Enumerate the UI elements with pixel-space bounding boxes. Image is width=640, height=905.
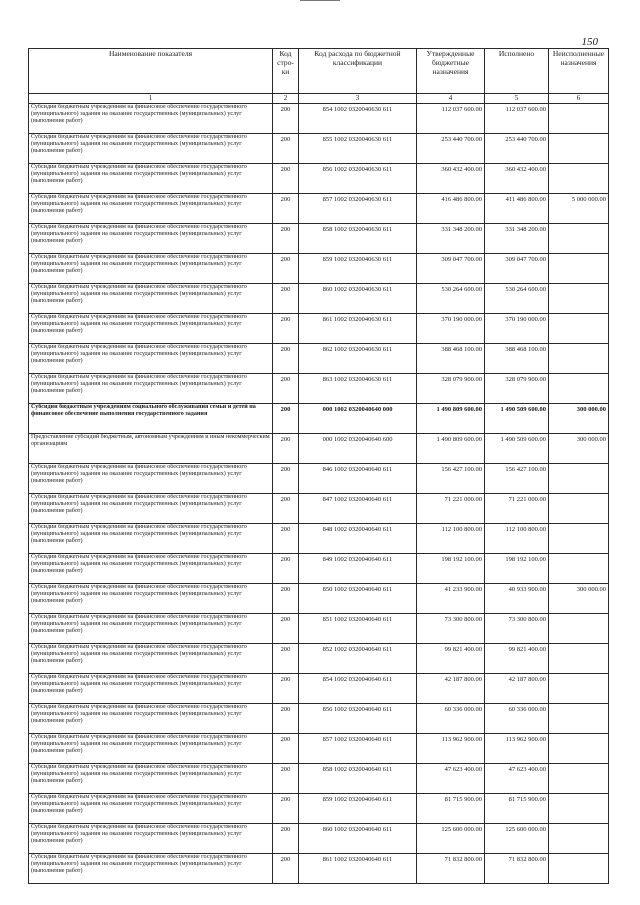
row-approved: 112 100 800.00 — [417, 524, 485, 554]
table-row — [29, 764, 609, 794]
row-executed: 198 192 100.00 — [485, 554, 549, 584]
row-executed: 388 468 100.00 — [485, 344, 549, 374]
row-approved: 416 486 800.00 — [417, 194, 485, 224]
row-approved: 1 490 809 600.00 — [417, 404, 485, 434]
row-approved: 81 715 900.00 — [417, 794, 485, 824]
row-name: Субсидии бюджетным учреждениям на финансовое обеспечение государственного (муниципального) задания на оказание государственных (муниципальных) услуг (выполнение работ) — [29, 734, 273, 764]
row-classification: 861 1002 0320040630 611 — [299, 314, 417, 344]
row-name: Субсидии бюджетным учреждениям на финансовое обеспечение государственного (муниципального) задания на оказание государственных (муниципальных) услуг (выполнение работ) — [29, 224, 273, 254]
table-header — [29, 49, 609, 104]
row-classification: 000 1002 0320040640 600 — [299, 434, 417, 464]
row-name: Субсидии бюджетным учреждениям на финансовое обеспечение государственного (муниципального) задания на оказание государственных (муниципальных) услуг (выполнение работ) — [29, 824, 273, 854]
row-line-code: 200 — [273, 794, 299, 824]
column-number: 3 — [299, 94, 417, 104]
column-number: 4 — [417, 94, 485, 104]
row-unexecuted — [549, 644, 609, 674]
row-name: Субсидии бюджетным учреждениям на финансовое обеспечение государственного (муниципального) задания на оказание государственных (муниципальных) услуг (выполнение работ) — [29, 704, 273, 734]
row-unexecuted — [549, 464, 609, 494]
row-unexecuted — [549, 734, 609, 764]
row-line-code: 200 — [273, 614, 299, 644]
row-executed: 1 490 509 600.00 — [485, 404, 549, 434]
row-unexecuted — [549, 344, 609, 374]
row-executed: 309 047 700.00 — [485, 254, 549, 284]
row-executed: 253 440 700.00 — [485, 134, 549, 164]
row-approved: 99 821 400.00 — [417, 644, 485, 674]
row-approved: 73 300 800.00 — [417, 614, 485, 644]
table-row — [29, 194, 609, 224]
row-classification: 857 1002 0320040630 611 — [299, 194, 417, 224]
top-edge-mark — [300, 0, 340, 1]
row-approved: 71 221 000.00 — [417, 494, 485, 524]
table-row — [29, 284, 609, 314]
row-name: Субсидии бюджетным учреждениям на финансовое обеспечение государственного (муниципального) задания на оказание государственных (муниципальных) услуг (выполнение работ) — [29, 194, 273, 224]
row-name: Субсидии бюджетным учреждениям на финансовое обеспечение государственного (муниципального) задания на оказание государственных (муниципальных) услуг (выполнение работ) — [29, 254, 273, 284]
row-approved: 388 468 100.00 — [417, 344, 485, 374]
row-unexecuted — [549, 614, 609, 644]
row-classification: 862 1002 0320040630 611 — [299, 344, 417, 374]
table-body — [29, 104, 609, 884]
row-classification: 857 1002 0320040640 611 — [299, 734, 417, 764]
row-unexecuted — [549, 134, 609, 164]
table-row — [29, 404, 609, 434]
row-executed: 40 933 900.00 — [485, 584, 549, 614]
row-name: Субсидии бюджетным учреждениям социального обслуживания семьи и детей на финансовое обеспечение выполнения государственного задания — [29, 404, 273, 434]
table-row — [29, 824, 609, 854]
row-executed: 125 600 000.00 — [485, 824, 549, 854]
row-executed: 331 348 200.00 — [485, 224, 549, 254]
row-line-code: 200 — [273, 674, 299, 704]
row-executed: 47 623 400.00 — [485, 764, 549, 794]
row-line-code: 200 — [273, 524, 299, 554]
row-classification: 000 1002 0320040640 000 — [299, 404, 417, 434]
row-name: Предоставление субсидий бюджетным, автономным учреждениям и иным некоммерческим организациям — [29, 434, 273, 464]
row-line-code: 200 — [273, 254, 299, 284]
column-number: 1 — [29, 94, 273, 104]
header-approved: Утвержденные бюджетные назначения — [417, 49, 485, 94]
table-row — [29, 734, 609, 764]
row-name: Субсидии бюджетным учреждениям на финансовое обеспечение государственного (муниципального) задания на оказание государственных (муниципальных) услуг (выполнение работ) — [29, 464, 273, 494]
row-unexecuted — [549, 224, 609, 254]
row-line-code: 200 — [273, 284, 299, 314]
row-classification: 863 1002 0320040630 611 — [299, 374, 417, 404]
row-line-code: 200 — [273, 824, 299, 854]
row-unexecuted — [549, 374, 609, 404]
row-approved: 198 192 100.00 — [417, 554, 485, 584]
row-line-code: 200 — [273, 224, 299, 254]
row-name: Субсидии бюджетным учреждениям на финансовое обеспечение государственного (муниципального) задания на оказание государственных (муниципальных) услуг (выполнение работ) — [29, 584, 273, 614]
row-unexecuted — [549, 554, 609, 584]
table-row — [29, 224, 609, 254]
table-row — [29, 494, 609, 524]
row-name: Субсидии бюджетным учреждениям на финансовое обеспечение государственного (муниципального) задания на оказание государственных (муниципальных) услуг (выполнение работ) — [29, 344, 273, 374]
row-line-code: 200 — [273, 584, 299, 614]
row-classification: 861 1002 0320040640 611 — [299, 854, 417, 884]
row-unexecuted — [549, 314, 609, 344]
row-classification: 850 1002 0320040640 611 — [299, 584, 417, 614]
row-name: Субсидии бюджетным учреждениям на финансовое обеспечение государственного (муниципального) задания на оказание государственных (муниципальных) услуг (выполнение работ) — [29, 134, 273, 164]
row-name: Субсидии бюджетным учреждениям на финансовое обеспечение государственного (муниципального) задания на оказание государственных (муниципальных) услуг (выполнение работ) — [29, 764, 273, 794]
row-classification: 854 1002 0320040630 611 — [299, 104, 417, 134]
row-executed: 156 427 100.00 — [485, 464, 549, 494]
row-unexecuted: 300 000.00 — [549, 584, 609, 614]
table-row — [29, 674, 609, 704]
row-line-code: 200 — [273, 704, 299, 734]
table-row — [29, 314, 609, 344]
row-name: Субсидии бюджетным учреждениям на финансовое обеспечение государственного (муниципального) задания на оказание государственных (муниципальных) услуг (выполнение работ) — [29, 614, 273, 644]
row-approved: 60 336 000.00 — [417, 704, 485, 734]
budget-execution-table — [28, 48, 609, 884]
row-executed: 530 264 600.00 — [485, 284, 549, 314]
row-name: Субсидии бюджетным учреждениям на финансовое обеспечение государственного (муниципального) задания на оказание государственных (муниципальных) услуг (выполнение работ) — [29, 524, 273, 554]
row-executed: 81 715 900.00 — [485, 794, 549, 824]
row-executed: 99 821 400.00 — [485, 644, 549, 674]
row-executed: 60 336 000.00 — [485, 704, 549, 734]
row-approved: 156 427 100.00 — [417, 464, 485, 494]
row-name: Субсидии бюджетным учреждениям на финансовое обеспечение государственного (муниципального) задания на оказание государственных (муниципальных) услуг (выполнение работ) — [29, 554, 273, 584]
row-executed: 42 187 800.00 — [485, 674, 549, 704]
row-approved: 112 037 600.00 — [417, 104, 485, 134]
row-classification: 854 1002 0320040640 611 — [299, 674, 417, 704]
row-approved: 530 264 600.00 — [417, 284, 485, 314]
row-line-code: 200 — [273, 734, 299, 764]
row-line-code: 200 — [273, 404, 299, 434]
row-line-code: 200 — [273, 554, 299, 584]
header-executed: Исполнено — [485, 49, 549, 94]
row-unexecuted — [549, 704, 609, 734]
row-executed: 112 037 600.00 — [485, 104, 549, 134]
row-line-code: 200 — [273, 764, 299, 794]
row-classification: 855 1002 0320040630 611 — [299, 134, 417, 164]
row-approved: 1 490 809 600.00 — [417, 434, 485, 464]
row-name: Субсидии бюджетным учреждениям на финансовое обеспечение государственного (муниципального) задания на оказание государственных (муниципальных) услуг (выполнение работ) — [29, 164, 273, 194]
row-classification: 856 1002 0320040630 611 — [299, 164, 417, 194]
row-line-code: 200 — [273, 494, 299, 524]
row-executed: 328 079 900.00 — [485, 374, 549, 404]
table-row — [29, 104, 609, 134]
row-approved: 360 432 400.00 — [417, 164, 485, 194]
row-executed: 73 300 800.00 — [485, 614, 549, 644]
row-classification: 859 1002 0320040630 611 — [299, 254, 417, 284]
row-name: Субсидии бюджетным учреждениям на финансовое обеспечение государственного (муниципального) задания на оказание государственных (муниципальных) услуг (выполнение работ) — [29, 674, 273, 704]
header-expense-code: Код расхода по бюджетной классификации — [299, 49, 417, 94]
table-row — [29, 344, 609, 374]
row-approved: 309 047 700.00 — [417, 254, 485, 284]
row-line-code: 200 — [273, 134, 299, 164]
row-line-code: 200 — [273, 854, 299, 884]
row-unexecuted — [549, 494, 609, 524]
row-line-code: 200 — [273, 194, 299, 224]
row-classification: 858 1002 0320040640 611 — [299, 764, 417, 794]
row-unexecuted — [549, 284, 609, 314]
table-row — [29, 554, 609, 584]
column-number: 5 — [485, 94, 549, 104]
table-row — [29, 524, 609, 554]
row-executed: 370 190 000.00 — [485, 314, 549, 344]
row-name: Субсидии бюджетным учреждениям на финансовое обеспечение государственного (муниципального) задания на оказание государственных (муниципальных) услуг (выполнение работ) — [29, 794, 273, 824]
row-unexecuted — [549, 524, 609, 554]
row-classification: 860 1002 0320040640 611 — [299, 824, 417, 854]
row-classification: 848 1002 0320040640 611 — [299, 524, 417, 554]
row-line-code: 200 — [273, 644, 299, 674]
table-row — [29, 584, 609, 614]
table-row — [29, 704, 609, 734]
row-executed: 71 221 000.00 — [485, 494, 549, 524]
table-row — [29, 164, 609, 194]
row-name: Субсидии бюджетным учреждениям на финансовое обеспечение государственного (муниципального) задания на оказание государственных (муниципальных) услуг (выполнение работ) — [29, 284, 273, 314]
row-line-code: 200 — [273, 374, 299, 404]
row-classification: 851 1002 0320040640 611 — [299, 614, 417, 644]
row-executed: 71 832 800.00 — [485, 854, 549, 884]
row-name: Субсидии бюджетным учреждениям на финансовое обеспечение государственного (муниципального) задания на оказание государственных (муниципальных) услуг (выполнение работ) — [29, 374, 273, 404]
row-classification: 847 1002 0320040640 611 — [299, 494, 417, 524]
row-classification: 859 1002 0320040640 611 — [299, 794, 417, 824]
row-unexecuted — [549, 794, 609, 824]
row-approved: 42 187 800.00 — [417, 674, 485, 704]
table-row — [29, 134, 609, 164]
row-unexecuted — [549, 824, 609, 854]
row-line-code: 200 — [273, 344, 299, 374]
row-name: Субсидии бюджетным учреждениям на финансовое обеспечение государственного (муниципального) задания на оказание государственных (муниципальных) услуг (выполнение работ) — [29, 854, 273, 884]
row-name: Субсидии бюджетным учреждениям на финансовое обеспечение государственного (муниципального) задания на оказание государственных (муниципальных) услуг (выполнение работ) — [29, 644, 273, 674]
row-approved: 125 600 000.00 — [417, 824, 485, 854]
row-classification: 858 1002 0320040630 611 — [299, 224, 417, 254]
row-approved: 328 079 900.00 — [417, 374, 485, 404]
table-row — [29, 374, 609, 404]
row-unexecuted: 5 000 000.00 — [549, 194, 609, 224]
row-line-code: 200 — [273, 314, 299, 344]
row-unexecuted — [549, 164, 609, 194]
row-name: Субсидии бюджетным учреждениям на финансовое обеспечение государственного (муниципального) задания на оказание государственных (муниципальных) услуг (выполнение работ) — [29, 314, 273, 344]
row-classification: 849 1002 0320040640 611 — [299, 554, 417, 584]
row-name: Субсидии бюджетным учреждениям на финансовое обеспечение государственного (муниципального) задания на оказание государственных (муниципальных) услуг (выполнение работ) — [29, 104, 273, 134]
row-executed: 113 962 900.00 — [485, 734, 549, 764]
column-number-row — [29, 94, 609, 104]
row-classification: 846 1002 0320040640 611 — [299, 464, 417, 494]
row-unexecuted — [549, 104, 609, 134]
row-approved: 253 440 700.00 — [417, 134, 485, 164]
row-executed: 112 100 800.00 — [485, 524, 549, 554]
table-row — [29, 464, 609, 494]
row-approved: 41 233 900.00 — [417, 584, 485, 614]
row-line-code: 200 — [273, 464, 299, 494]
table-row — [29, 434, 609, 464]
row-unexecuted: 300 000.00 — [549, 434, 609, 464]
page-number: 150 — [581, 36, 598, 48]
row-line-code: 200 — [273, 104, 299, 134]
row-line-code: 200 — [273, 434, 299, 464]
row-approved: 331 348 200.00 — [417, 224, 485, 254]
row-executed: 360 432 400.00 — [485, 164, 549, 194]
column-number: 6 — [549, 94, 609, 104]
row-approved: 370 190 000.00 — [417, 314, 485, 344]
row-unexecuted — [549, 854, 609, 884]
row-executed: 1 490 509 600.00 — [485, 434, 549, 464]
row-approved: 71 832 800.00 — [417, 854, 485, 884]
row-unexecuted: 300 000.00 — [549, 404, 609, 434]
column-number: 2 — [273, 94, 299, 104]
row-name: Субсидии бюджетным учреждениям на финансовое обеспечение государственного (муниципального) задания на оказание государственных (муниципальных) услуг (выполнение работ) — [29, 494, 273, 524]
table-row — [29, 854, 609, 884]
row-classification: 856 1002 0320040640 611 — [299, 704, 417, 734]
row-unexecuted — [549, 254, 609, 284]
header-unexecuted: Неисполненные назначения — [549, 49, 609, 94]
header-line-code: Код стро-ки — [273, 49, 299, 94]
row-classification: 860 1002 0320040630 611 — [299, 284, 417, 314]
row-line-code: 200 — [273, 164, 299, 194]
table-row — [29, 254, 609, 284]
row-unexecuted — [549, 674, 609, 704]
table-row — [29, 644, 609, 674]
table-row — [29, 614, 609, 644]
row-approved: 113 962 900.00 — [417, 734, 485, 764]
row-executed: 411 486 800.00 — [485, 194, 549, 224]
table-row — [29, 794, 609, 824]
row-approved: 47 623 400.00 — [417, 764, 485, 794]
row-unexecuted — [549, 764, 609, 794]
header-name: Наименование показателя — [29, 49, 273, 94]
row-classification: 852 1002 0320040640 611 — [299, 644, 417, 674]
